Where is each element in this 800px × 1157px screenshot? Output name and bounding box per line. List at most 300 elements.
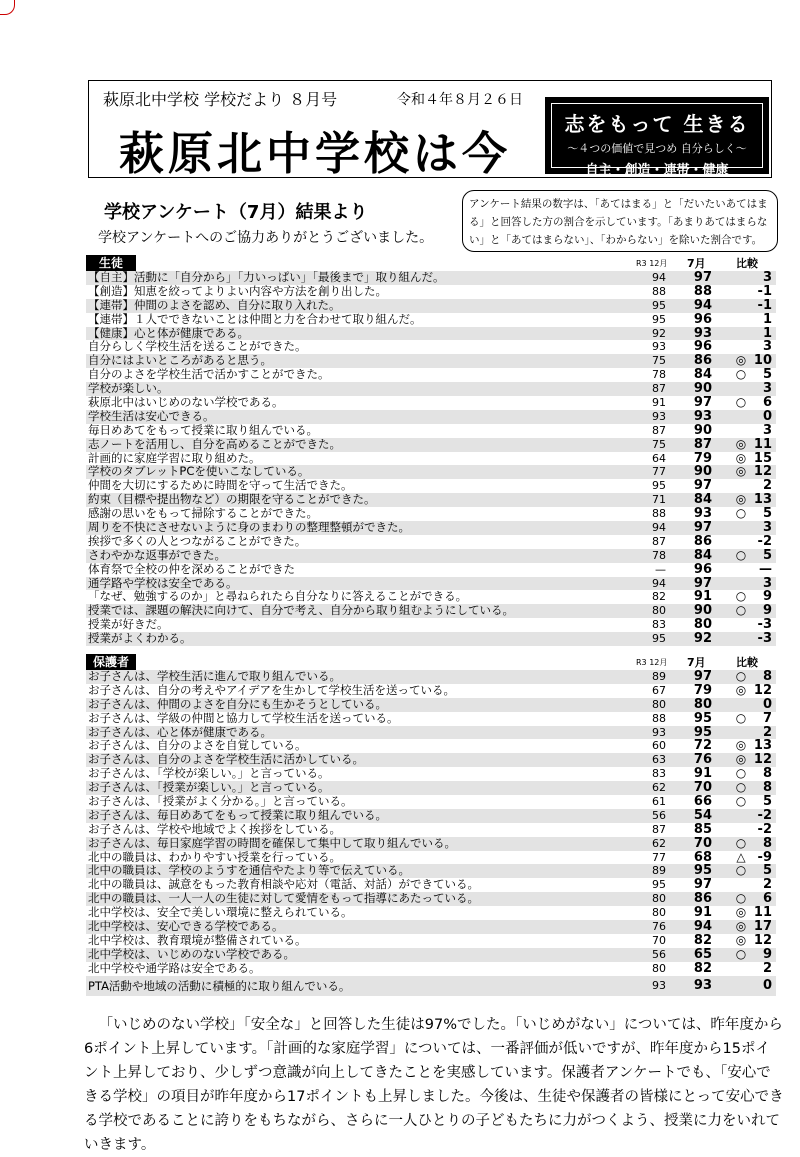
table-row (86, 424, 776, 438)
question-text: お子さんは、自分のよさを自覚している。 (88, 738, 307, 753)
r3-value: 95 (652, 479, 666, 493)
question-text: 授業が好きだ。 (88, 617, 169, 632)
difference-value: -2 (757, 821, 772, 837)
question-text: 北中学校は、安心できる学校である。 (88, 919, 284, 934)
evaluation-mark: ◎ (735, 353, 747, 368)
difference-value: 0 (762, 408, 772, 424)
evaluation-mark: ○ (735, 766, 747, 781)
table-row (86, 670, 776, 684)
difference-value: 13 (753, 738, 772, 754)
r3-value: 88 (652, 711, 666, 725)
difference-value: 12 (753, 682, 772, 698)
july-value: 70 (693, 780, 712, 796)
question-text: 挨拶で多くの人とつながることができた。 (88, 533, 307, 548)
difference-value: -2 (757, 807, 772, 823)
table-row (86, 382, 776, 396)
table-row (86, 878, 776, 892)
evaluation-mark: ○ (735, 863, 747, 878)
table-row (86, 604, 776, 618)
r3-value: — (655, 562, 666, 576)
r3-value: 92 (652, 326, 666, 340)
question-text: お子さんは、心と体が健康である。 (88, 724, 272, 739)
evaluation-mark: ◎ (735, 752, 747, 767)
difference-value: 13 (753, 492, 772, 508)
r3-value: 75 (652, 354, 666, 368)
difference-value: 12 (753, 464, 772, 480)
parents-col-r3: R3 12月 (636, 658, 668, 667)
table-row (86, 948, 776, 962)
evaluation-mark: ◎ (735, 932, 747, 947)
table-row (86, 521, 776, 535)
july-value: 84 (693, 547, 712, 563)
page-title: 萩原北中学校は今 (119, 127, 512, 180)
question-text: 【連帯】１人でできないことは仲間と力を合わせて取り組んだ。 (88, 311, 422, 326)
question-text: お子さんは、自分の考えやアイデアを生かして学校生活を送っている。 (88, 682, 455, 697)
difference-value: 17 (753, 919, 772, 935)
r3-value: 71 (652, 493, 666, 507)
evaluation-mark: ○ (735, 946, 747, 961)
evaluation-mark: ◎ (735, 436, 747, 451)
july-value: 97 (693, 395, 712, 411)
difference-value: -3 (757, 617, 772, 633)
difference-value: 3 (762, 422, 772, 438)
evaluation-mark: ○ (735, 835, 747, 850)
difference-value: 3 (762, 575, 772, 591)
r3-value: 91 (652, 396, 666, 410)
difference-value: 8 (762, 669, 772, 684)
r3-value: 88 (652, 507, 666, 521)
evaluation-mark: ○ (735, 891, 747, 906)
july-value: 94 (693, 919, 712, 935)
table-row (86, 864, 776, 878)
question-text: 北中学校は、安全で美しい環境に整えられている。 (88, 905, 353, 920)
school-motto-box (545, 97, 769, 178)
students-col-diff: 比較 (736, 257, 758, 270)
july-value: 91 (693, 905, 712, 921)
table-row (86, 684, 776, 698)
table-row (86, 507, 776, 521)
table-row (86, 438, 776, 452)
difference-value: 0 (762, 977, 772, 993)
difference-value: 7 (762, 710, 772, 726)
r3-value: 63 (652, 753, 666, 767)
difference-value: 12 (753, 752, 772, 768)
question-text: さわやかな返事ができた。 (88, 547, 226, 562)
question-text: お子さんは、学校や地域でよく挨拶をしている。 (88, 821, 341, 836)
r3-value: 93 (652, 978, 666, 992)
r3-value: 95 (652, 878, 666, 892)
table-row (86, 313, 776, 327)
motto-inner-frame (551, 103, 763, 178)
july-value: 94 (693, 297, 712, 313)
question-text: 学校生活は安心できる。 (88, 408, 215, 423)
r3-value: 89 (652, 864, 666, 878)
r3-value: 60 (652, 739, 666, 753)
difference-value: 11 (753, 905, 772, 921)
question-text: お子さんは、毎日めあてをもって授業に取り組んでいる。 (88, 807, 387, 822)
difference-value: 3 (762, 520, 772, 536)
question-text: 【連帯】仲間のよさを認め、自分に取り入れた。 (88, 297, 341, 312)
difference-value: 2 (762, 724, 772, 740)
difference-value: 5 (762, 794, 772, 810)
r3-value: 56 (652, 947, 666, 961)
table-row (86, 493, 776, 507)
july-value: 90 (693, 381, 712, 397)
parents-table (86, 670, 776, 996)
question-text: 北中の職員は、わかりやすい授業を行っている。 (88, 849, 341, 864)
table-row (86, 396, 776, 410)
table-row (86, 934, 776, 948)
difference-value: 9 (762, 946, 772, 962)
question-text: 北中学校や通学路は安全である。 (88, 960, 261, 975)
evaluation-mark: ○ (735, 589, 747, 604)
question-text: 「なぜ、勉強するのか」と尋ねられたら自分なりに答えることができる。 (88, 589, 468, 604)
survey-note: アンケート結果の数字は、「あてはまる」と「だいたいあてはまる」と回答した方の割合を示しています。「あまりあてはまらない」と「あてはまらない」、「わからない」を除いた割合です。 (462, 190, 778, 252)
table-row (86, 271, 776, 285)
r3-value: 80 (652, 906, 666, 920)
july-value: 84 (693, 367, 712, 383)
table-row (86, 479, 776, 493)
question-text: 北中の職員は、一人一人の生徒に対して愛情をもって指導にあたっている。 (88, 891, 479, 906)
question-text: PTA活動や地域の活動に積極的に取り組んでいる。 (88, 978, 351, 993)
table-row (86, 618, 776, 632)
parents-col-diff: 比較 (736, 656, 758, 669)
r3-value: 94 (652, 521, 666, 535)
motto-values: 自主・創造・連帯・健康 (585, 163, 729, 178)
r3-value: 94 (652, 576, 666, 590)
r3-value: 76 (652, 920, 666, 934)
question-text: 自分らしく学校生活を送ることができた。 (88, 339, 307, 354)
r3-value: 75 (652, 437, 666, 451)
table-row (86, 962, 776, 976)
difference-value: 2 (762, 877, 772, 893)
question-text: 約束（目標や提出物など）の期限を守ることができた。 (88, 492, 376, 507)
difference-value: -3 (757, 631, 772, 647)
r3-value: 80 (652, 892, 666, 906)
july-value: 93 (693, 325, 712, 341)
question-text: 自分にはよいところがあると思う。 (88, 353, 272, 368)
table-row (86, 535, 776, 549)
question-text: 北中の職員は、学校のようすを通信やたより等で伝えている。 (88, 863, 410, 878)
difference-value: 12 (753, 932, 772, 948)
newsletter-subtitle: 萩原北中学校 学校だより ８月号 (103, 90, 338, 109)
evaluation-mark: ◎ (735, 464, 747, 479)
july-value: 66 (693, 794, 712, 810)
issue-date: 令和４年８月２６日 (397, 92, 523, 108)
r3-value: 95 (652, 632, 666, 646)
question-text: お子さんは、毎日家庭学習の時間を確保して集中して取り組んでいる。 (88, 835, 456, 850)
july-value: 97 (693, 270, 712, 285)
table-row (86, 920, 776, 934)
question-text: 毎日めあてをもって授業に取り組んでいる。 (88, 422, 318, 437)
difference-value: 2 (762, 960, 772, 976)
july-value: 70 (693, 835, 712, 851)
evaluation-mark: ◎ (735, 450, 747, 465)
table-row (86, 549, 776, 563)
difference-value: 8 (762, 766, 772, 782)
july-value: 72 (693, 738, 712, 754)
page-corner-mark (0, 0, 15, 15)
question-text: お子さんは、「授業が楽しい。」と言っている。 (88, 780, 330, 795)
survey-title: 学校アンケート（7月）結果より (104, 202, 368, 223)
students-section-label: 生徒 (86, 255, 136, 271)
table-row (86, 892, 776, 906)
r3-value: 95 (652, 298, 666, 312)
question-text: 学校のタブレットPCを使いこなしている。 (88, 464, 310, 479)
july-value: 97 (693, 575, 712, 591)
evaluation-mark: ○ (735, 669, 747, 683)
july-value: 76 (693, 752, 712, 768)
difference-value: 3 (762, 339, 772, 355)
difference-value: 9 (762, 603, 772, 619)
difference-value: 9 (762, 589, 772, 605)
question-text: 【自主】活動に「自分から」「力いっぱい」「最後まで」取り組んだ。 (88, 270, 445, 284)
difference-value: 11 (753, 436, 772, 452)
table-row (86, 795, 776, 809)
july-value: 88 (693, 283, 712, 299)
july-value: 79 (693, 450, 712, 466)
difference-value: -1 (757, 283, 772, 299)
table-row (86, 452, 776, 466)
table-row (86, 823, 776, 837)
r3-value: 77 (652, 465, 666, 479)
table-row (86, 781, 776, 795)
table-row (86, 368, 776, 382)
students-col-jul: 7月 (687, 257, 706, 270)
evaluation-mark: ◎ (735, 492, 747, 507)
table-row (86, 327, 776, 341)
july-value: 54 (693, 807, 712, 823)
r3-value: 83 (652, 618, 666, 632)
evaluation-mark: ○ (735, 794, 747, 809)
table-row (86, 563, 776, 577)
july-value: 92 (693, 631, 712, 647)
r3-value: 87 (652, 423, 666, 437)
question-text: お子さんは、学級の仲間と協力して学校生活を送っている。 (88, 710, 399, 725)
table-row (86, 976, 776, 996)
difference-value: 3 (762, 270, 772, 285)
july-value: 91 (693, 589, 712, 605)
table-row (86, 767, 776, 781)
july-value: 97 (693, 669, 712, 684)
r3-value: 70 (652, 933, 666, 947)
r3-value: 87 (652, 534, 666, 548)
evaluation-mark: ○ (735, 506, 747, 521)
table-row (86, 577, 776, 591)
evaluation-mark: △ (736, 849, 746, 864)
question-text: お子さんは、自分のよさを学校生活に活かしている。 (88, 752, 364, 767)
r3-value: 93 (652, 725, 666, 739)
question-text: 学校が楽しい。 (88, 381, 169, 396)
july-value: 96 (693, 561, 712, 577)
r3-value: 83 (652, 767, 666, 781)
evaluation-mark: ◎ (735, 682, 747, 697)
question-text: 体育祭で全校の仲を深めることができた (88, 561, 295, 576)
evaluation-mark: ◎ (735, 919, 747, 934)
question-text: 北中の職員は、誠意をもった教育相談や応対（電話、対話）ができている。 (88, 877, 479, 892)
difference-value: 5 (762, 367, 772, 383)
july-value: 95 (693, 710, 712, 726)
r3-value: 80 (652, 604, 666, 618)
difference-value: -1 (757, 297, 772, 313)
july-value: 91 (693, 766, 712, 782)
evaluation-mark: ○ (735, 547, 747, 562)
question-text: 自分のよさを学校生活で活かすことができた。 (88, 367, 330, 382)
table-row (86, 590, 776, 604)
r3-value: 62 (652, 836, 666, 850)
july-value: 96 (693, 311, 712, 327)
july-value: 96 (693, 339, 712, 355)
question-text: 萩原北中はいじめのない学校である。 (88, 395, 284, 410)
r3-value: 62 (652, 781, 666, 795)
difference-value: 6 (762, 891, 772, 907)
question-text: 通学路や学校は安全である。 (88, 575, 238, 590)
evaluation-mark: ○ (735, 367, 747, 382)
question-text: 北中学校は、教育環境が整備されている。 (88, 932, 307, 947)
table-row (86, 299, 776, 313)
difference-value: 8 (762, 835, 772, 851)
r3-value: 61 (652, 795, 666, 809)
question-text: お子さんは、仲間のよさを自分にも生かそうとしている。 (88, 696, 387, 711)
parents-col-jul: 7月 (687, 656, 706, 669)
july-value: 84 (693, 492, 712, 508)
table-row (86, 354, 776, 368)
question-text: 周りを不快にさせないように身のまわりの整理整頓ができた。 (88, 520, 410, 535)
question-text: 感謝の思いをもって掃除することができた。 (88, 506, 318, 521)
difference-value: 3 (762, 381, 772, 397)
table-row (86, 753, 776, 767)
difference-value: 5 (762, 863, 772, 879)
july-value: 93 (693, 506, 712, 522)
r3-value: 56 (652, 808, 666, 822)
difference-value: 8 (762, 780, 772, 796)
july-value: 85 (693, 821, 712, 837)
table-row (86, 465, 776, 479)
question-text: 北中学校は、いじめのない学校である。 (88, 946, 295, 961)
table-row (86, 712, 776, 726)
difference-value: 1 (762, 325, 772, 341)
table-row (86, 698, 776, 712)
question-text: お子さんは、「授業がよく分かる。」と言っている。 (88, 794, 353, 809)
july-value: 97 (693, 877, 712, 893)
motto-sub: ～４つの価値で見つめ 自分らしく～ (567, 142, 747, 155)
r3-value: 87 (652, 822, 666, 836)
survey-thanks: 学校アンケートへのご協力ありがとうございました。 (98, 230, 434, 246)
r3-value: 89 (652, 670, 666, 683)
question-text: 授業では、課題の解決に向けて、自分で考え、自分から取り組むようにしている。 (88, 603, 514, 618)
evaluation-mark: ○ (735, 710, 747, 725)
july-value: 97 (693, 478, 712, 494)
r3-value: 64 (652, 451, 666, 465)
difference-value: — (759, 561, 772, 577)
july-value: 86 (693, 353, 712, 369)
july-value: 87 (693, 436, 712, 452)
difference-value: 6 (762, 395, 772, 411)
evaluation-mark: ○ (735, 603, 747, 618)
difference-value: 10 (753, 353, 772, 369)
table-row (86, 285, 776, 299)
july-value: 93 (693, 408, 712, 424)
july-value: 82 (693, 960, 712, 976)
difference-value: 1 (762, 311, 772, 327)
july-value: 82 (693, 932, 712, 948)
july-value: 80 (693, 696, 712, 712)
table-row (86, 851, 776, 865)
table-row (86, 632, 776, 646)
july-value: 86 (693, 891, 712, 907)
evaluation-mark: ◎ (735, 905, 747, 920)
july-value: 95 (693, 863, 712, 879)
question-text: 【創造】知恵を絞ってよりよい内容や方法を創り出した。 (88, 283, 387, 298)
table-row (86, 340, 776, 354)
table-row (86, 739, 776, 753)
july-value: 95 (693, 724, 712, 740)
r3-value: 67 (652, 683, 666, 697)
july-value: 93 (693, 977, 712, 993)
table-row (86, 809, 776, 823)
motto-main: 志をもって 生きる (564, 112, 750, 136)
july-value: 90 (693, 422, 712, 438)
question-text: 志ノートを活用し、自分を高めることができた。 (88, 436, 341, 451)
r3-value: 78 (652, 548, 666, 562)
table-row (86, 837, 776, 851)
difference-value: 5 (762, 506, 772, 522)
summary-paragraph: 「いじめのない学校」「安全な」と回答した生徒は97%でした。「いじめがない」については、昨年度から6ポイント上昇しています。「計画的な家庭学習」については、一番評価が低いですが、昨年度から15ポイント上昇しており、少しずつ意識が向上してきたことを実感しています。保護者アンケートでも、「安心できる学校」の項目が昨年度から17ポイントも上昇しました。今後は、生徒や保護者の皆様にとって安心できる学校であることに誇りをもちながら、さらに一人ひとりの子どもたちに力がつくよう、授業に力をいれていきます。 (84, 1017, 784, 1153)
table-row (86, 410, 776, 424)
r3-value: 82 (652, 590, 666, 604)
july-value: 68 (693, 849, 712, 865)
july-value: 80 (693, 617, 712, 633)
question-text: 【健康】心と体が健康である。 (88, 325, 249, 340)
july-value: 86 (693, 533, 712, 549)
evaluation-mark: ○ (735, 395, 747, 410)
r3-value: 80 (652, 961, 666, 975)
r3-value: 95 (652, 312, 666, 326)
question-text: 仲間を大切にするために時間を守って生活できた。 (88, 478, 353, 493)
students-table (86, 271, 776, 646)
difference-value: 15 (753, 450, 772, 466)
r3-value: 88 (652, 284, 666, 298)
july-value: 90 (693, 464, 712, 480)
r3-value: 77 (652, 850, 666, 864)
difference-value: 2 (762, 478, 772, 494)
students-col-r3: R3 12月 (636, 259, 668, 268)
r3-value: 78 (652, 368, 666, 382)
parents-section-label: 保護者 (86, 654, 136, 670)
evaluation-mark: ○ (735, 780, 747, 795)
table-row (86, 906, 776, 920)
july-value: 65 (693, 946, 712, 962)
question-text: 授業がよくわかる。 (88, 631, 192, 646)
july-value: 90 (693, 603, 712, 619)
question-text: お子さんは、「学校が楽しい。」と言っている。 (88, 766, 330, 781)
r3-value: 93 (652, 340, 666, 354)
difference-value: -9 (757, 849, 772, 865)
question-text: お子さんは、学校生活に進んで取り組んでいる。 (88, 669, 341, 683)
question-text: 計画的に家庭学習に取り組めた。 (88, 450, 261, 465)
table-row (86, 726, 776, 740)
evaluation-mark: ◎ (735, 738, 747, 753)
difference-value: 5 (762, 547, 772, 563)
r3-value: 93 (652, 409, 666, 423)
r3-value: 87 (652, 382, 666, 396)
july-value: 79 (693, 682, 712, 698)
july-value: 97 (693, 520, 712, 536)
difference-value: 0 (762, 696, 772, 712)
r3-value: 80 (652, 697, 666, 711)
difference-value: -2 (757, 533, 772, 549)
r3-value: 94 (652, 271, 666, 284)
